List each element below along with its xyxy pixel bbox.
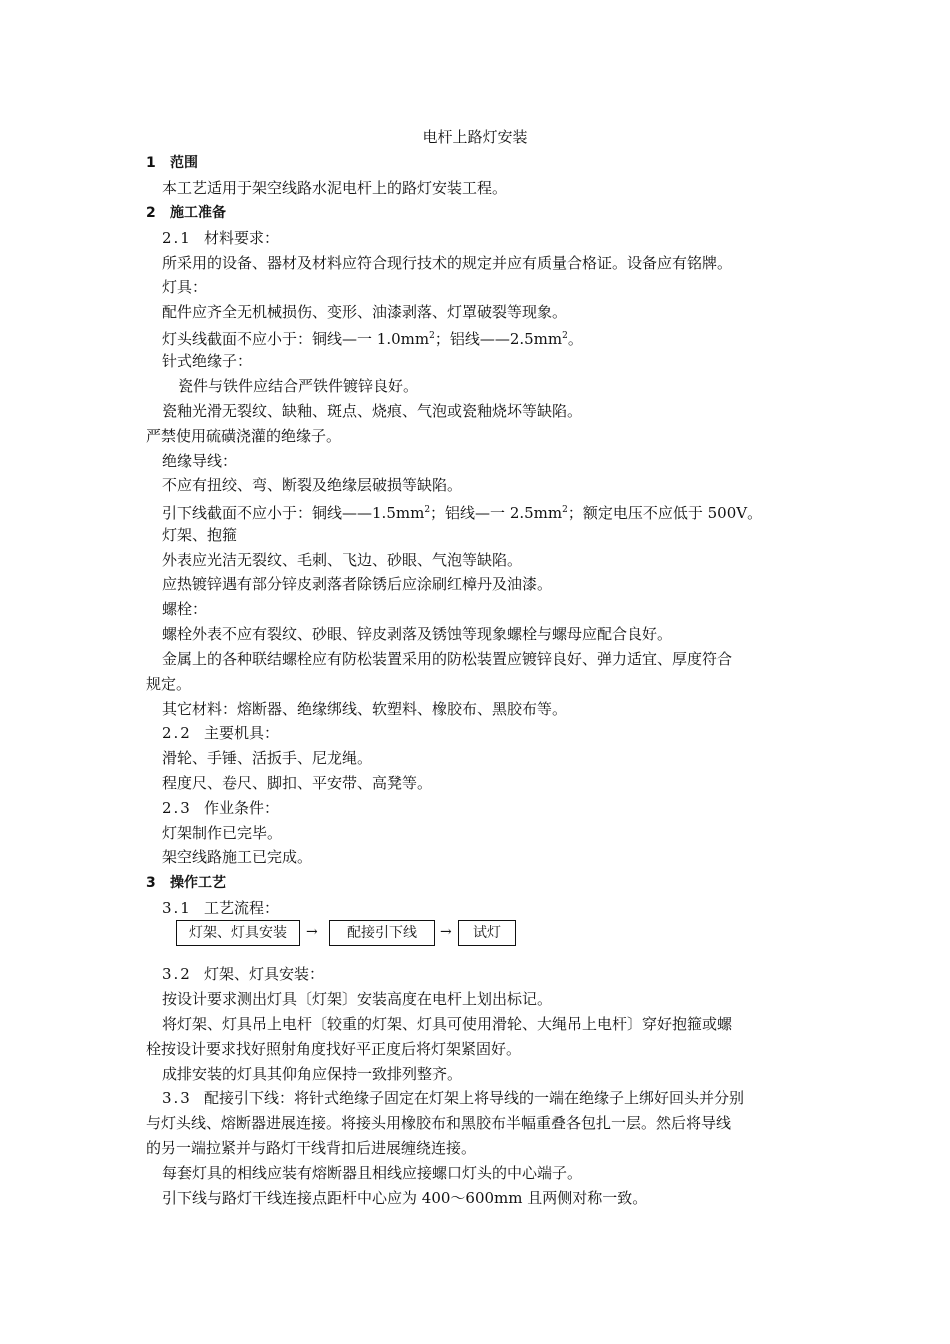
paragraph-downlead-wire — [162, 499, 762, 524]
paragraph: 灯架制作已完毕。 — [162, 824, 283, 842]
paragraph: 瓷件与铁件应结合严铁件镀锌良好。 — [178, 377, 419, 395]
paragraph: 架空线路施工已完成。 — [162, 848, 313, 866]
text: 。 — [567, 330, 583, 348]
paragraph: 绝缘导线： — [162, 452, 238, 470]
superscript: 2 — [562, 331, 568, 341]
subsection-2-3-heading — [162, 797, 279, 819]
flow-arrow-icon: → — [306, 924, 318, 940]
paragraph: 引下线与路灯干线连接点距杆中心应为 400～600mm 且两侧对称一致。 — [162, 1189, 648, 1207]
paragraph: 滑轮、手锤、活扳手、尼龙绳。 — [162, 749, 373, 767]
paragraph: 配件应齐全无机械损伤、变形、油漆剥落、灯罩破裂等现象。 — [162, 303, 568, 321]
subsection-2-1-heading — [162, 227, 279, 249]
subsection-title: 配接引下线： — [204, 1089, 295, 1107]
paragraph: 每套灯具的相线应装有熔断器且相线应接螺口灯头的中心端子。 — [162, 1164, 583, 1182]
paragraph: 本工艺适用于架空线路水泥电杆上的路灯安装工程。 — [162, 179, 508, 197]
text: 将针式绝缘子固定在灯架上将导线的一端在绝缘子上绑好回头并分别 — [294, 1089, 745, 1107]
subsection-title: 主要机具： — [204, 724, 280, 742]
paragraph: 规定。 — [146, 675, 192, 693]
section-number: 2 — [146, 205, 156, 221]
section-title: 范围 — [170, 155, 198, 171]
subsection-number: 2.3 — [162, 799, 192, 817]
paragraph: 外表应光洁无裂纹、毛刺、飞边、砂眼、气泡等缺陷。 — [162, 551, 523, 569]
section-title: 操作工艺 — [170, 875, 226, 891]
paragraph: 严禁使用硫磺浇灌的绝缘子。 — [146, 427, 342, 445]
paragraph: 与灯头线、熔断器进展连接。将接头用橡胶布和黑胶布半幅重叠各包扎一层。然后将导线 — [146, 1114, 732, 1132]
section-number: 1 — [146, 155, 156, 171]
paragraph: 针式绝缘子： — [162, 352, 253, 370]
text: 引下线截面不应小于：铜线——1.5mm — [162, 504, 425, 522]
paragraph: 按设计要求测出灯具〔灯架〕安装高度在电杆上划出标记。 — [162, 990, 553, 1008]
subsection-3-2-heading — [162, 963, 324, 985]
flow-step-test-lamp: 试灯 — [458, 920, 516, 946]
paragraph: 栓按设计要求找好照射角度找好平正度后将灯架紧固好。 — [146, 1040, 522, 1058]
paragraph: 金属上的各种联结螺栓应有防松装置采用的防松装置应镀锌良好、弹力适宜、厚度符合 — [162, 650, 733, 668]
subsection-number: 3.1 — [162, 899, 192, 917]
subsection-3-1-heading — [162, 897, 279, 919]
paragraph: 不应有扭绞、弯、断裂及绝缘层破损等缺陷。 — [162, 476, 463, 494]
paragraph: 灯架、抱箍 — [162, 526, 238, 544]
flow-arrow-icon: → — [440, 924, 452, 940]
section-number: 3 — [146, 875, 156, 891]
text: 灯头线截面不应小于：铜线—一 1.0mm — [162, 330, 430, 348]
subsection-number: 2.1 — [162, 229, 192, 247]
paragraph: 瓷釉光滑无裂纹、缺釉、斑点、烧痕、气泡或瓷釉烧坏等缺陷。 — [162, 402, 583, 420]
superscript: 2 — [562, 505, 568, 515]
subsection-title: 作业条件： — [204, 799, 280, 817]
text: ；额定电压不应低于 500V。 — [567, 504, 763, 522]
subsection-3-3-paragraph — [162, 1087, 744, 1109]
text: ；铝线——2.5mm — [434, 330, 563, 348]
section-2-heading — [146, 202, 226, 224]
subsection-number: 2.2 — [162, 724, 192, 742]
paragraph: 灯具： — [162, 278, 208, 296]
document-title: 电杆上路灯安装 — [422, 128, 528, 146]
flow-step-downlead: 配接引下线 — [329, 920, 435, 946]
paragraph: 螺栓： — [162, 600, 208, 618]
paragraph: 其它材料：熔断器、绝缘绑线、软塑料、橡胶布、黑胶布等。 — [162, 700, 568, 718]
superscript: 2 — [429, 331, 435, 341]
section-title: 施工准备 — [170, 205, 226, 221]
subsection-title: 材料要求： — [204, 229, 280, 247]
section-1-heading — [146, 152, 198, 174]
subsection-number: 3.3 — [162, 1089, 192, 1107]
paragraph: 螺栓外表不应有裂纹、砂眼、锌皮剥落及锈蚀等现象螺栓与螺母应配合良好。 — [162, 625, 673, 643]
subsection-2-2-heading — [162, 722, 279, 744]
section-3-heading — [146, 872, 226, 894]
subsection-title: 工艺流程： — [204, 899, 280, 917]
paragraph: 应热镀锌遇有部分锌皮剥落者除锈后应涂刷红樟丹及油漆。 — [162, 575, 553, 593]
paragraph-lamp-wire — [162, 325, 583, 350]
paragraph: 所采用的设备、器材及材料应符合现行技术的规定并应有质量合格证。设备应有铭牌。 — [162, 254, 733, 272]
text: ；铝线—一 2.5mm — [430, 504, 563, 522]
paragraph: 程度尺、卷尺、脚扣、平安带、高凳等。 — [162, 774, 433, 792]
subsection-number: 3.2 — [162, 965, 192, 983]
superscript: 2 — [424, 505, 431, 515]
flow-step-bracket-install: 灯架、灯具安装 — [176, 920, 300, 946]
paragraph: 成排安装的灯具其仰角应保持一致排列整齐。 — [162, 1065, 463, 1083]
subsection-title: 灯架、灯具安装： — [204, 965, 325, 983]
paragraph: 的另一端拉紧并与路灯干线背扣后进展缠绕连接。 — [146, 1139, 477, 1157]
paragraph: 将灯架、灯具吊上电杆〔较重的灯架、灯具可使用滑轮、大绳吊上电杆〕穿好抱箍或螺 — [162, 1015, 733, 1033]
